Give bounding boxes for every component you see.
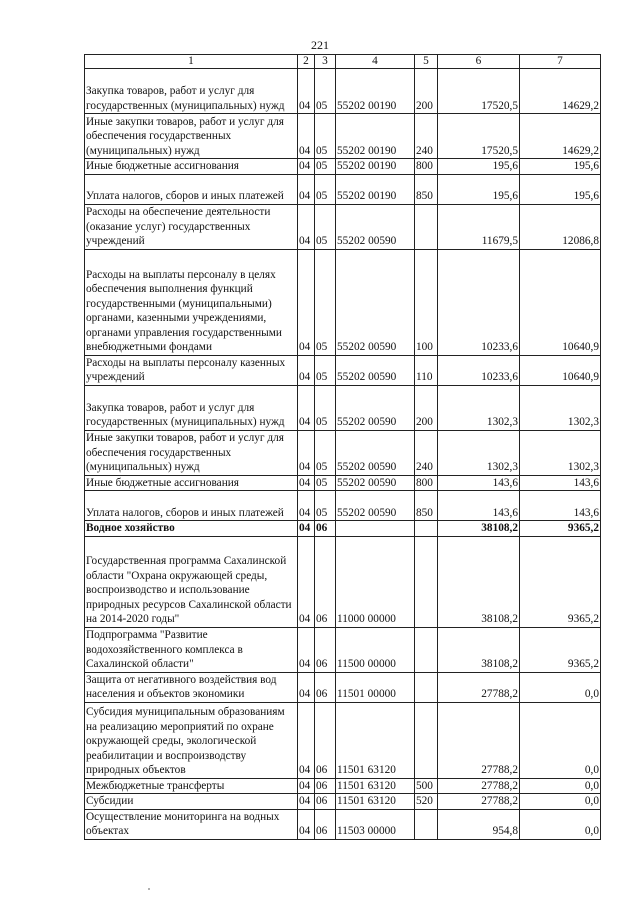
expense-type-code: 110 <box>415 355 438 385</box>
row-name: Подпрограмма "Развитие водохозяйственного комплекса в Сахалинской области" <box>85 627 298 672</box>
amount-year-2: 9365,2 <box>520 521 601 537</box>
amount-year-1: 1302,3 <box>438 385 520 430</box>
target-article-code: 11503 00000 <box>336 809 415 839</box>
subsection-code: 05 <box>315 204 336 249</box>
row-name: Закупка товаров, работ и услуг для государственных (муниципальных) нужд <box>85 385 298 430</box>
row-name: Закупка товаров, работ и услуг для государственных (муниципальных) нужд <box>85 69 298 114</box>
target-article-code: 55202 00190 <box>336 159 415 175</box>
subsection-code: 05 <box>315 159 336 175</box>
target-article-code: 55202 00590 <box>336 430 415 475</box>
amount-year-2: 9365,2 <box>520 627 601 672</box>
amount-year-1: 27788,2 <box>438 794 520 810</box>
expense-type-code <box>415 702 438 778</box>
section-code: 04 <box>298 385 315 430</box>
amount-year-2: 10640,9 <box>520 249 601 355</box>
section-code: 04 <box>298 627 315 672</box>
amount-year-2: 143,6 <box>520 491 601 521</box>
row-name: Защита от негативного воздействия вод населения и объектов экономики <box>85 672 298 702</box>
amount-year-1: 1302,3 <box>438 430 520 475</box>
row-name: Иные бюджетные ассигнования <box>85 159 298 175</box>
row-name: Водное хозяйство <box>85 521 298 537</box>
section-code: 04 <box>298 475 315 491</box>
table-row <box>85 114 601 159</box>
subsection-code: 06 <box>315 794 336 810</box>
table-row <box>85 475 601 491</box>
amount-year-2: 195,6 <box>520 159 601 175</box>
header-col-6: 6 <box>438 55 520 69</box>
amount-year-2: 1302,3 <box>520 430 601 475</box>
header-row <box>85 55 601 69</box>
amount-year-2: 0,0 <box>520 809 601 839</box>
section-code: 04 <box>298 69 315 114</box>
section-code: 04 <box>298 536 315 627</box>
section-code: 04 <box>298 778 315 794</box>
amount-year-1: 195,6 <box>438 159 520 175</box>
row-name: Межбюджетные трансферты <box>85 778 298 794</box>
row-name: Расходы на выплаты персоналу в целях обеспечения выполнения функций государственными (муниципальными) органами, казенными учреждениями, органами управления государственными внебюджетными фондами <box>85 249 298 355</box>
expense-type-code: 100 <box>415 249 438 355</box>
section-code: 04 <box>298 702 315 778</box>
header-col-5: 5 <box>415 55 438 69</box>
section-code: 04 <box>298 174 315 204</box>
subsection-code: 06 <box>315 627 336 672</box>
amount-year-1: 38108,2 <box>438 536 520 627</box>
page-number: 221 <box>311 38 329 52</box>
expense-type-code <box>415 536 438 627</box>
amount-year-2: 0,0 <box>520 794 601 810</box>
table-row <box>85 385 601 430</box>
expense-type-code: 200 <box>415 69 438 114</box>
table-row <box>85 430 601 475</box>
table-row <box>85 794 601 810</box>
expense-type-code: 520 <box>415 794 438 810</box>
header-col-7: 7 <box>520 55 601 69</box>
expense-type-code <box>415 627 438 672</box>
target-article-code: 11501 63120 <box>336 794 415 810</box>
expense-type-code: 850 <box>415 174 438 204</box>
amount-year-2: 9365,2 <box>520 536 601 627</box>
header-col-3: 3 <box>315 55 336 69</box>
subsection-code: 05 <box>315 491 336 521</box>
target-article-code: 11000 00000 <box>336 536 415 627</box>
subsection-code: 06 <box>315 702 336 778</box>
scan-speck <box>148 888 150 890</box>
table-row <box>85 69 601 114</box>
amount-year-1: 10233,6 <box>438 355 520 385</box>
row-name: Субсидии <box>85 794 298 810</box>
target-article-code: 55202 00590 <box>336 204 415 249</box>
row-name: Иные закупки товаров, работ и услуг для обеспечения государственных (муниципальных) нужд <box>85 114 298 159</box>
table-row <box>85 521 601 537</box>
section-code: 04 <box>298 430 315 475</box>
amount-year-1: 195,6 <box>438 174 520 204</box>
header-col-4: 4 <box>336 55 415 69</box>
amount-year-1: 27788,2 <box>438 702 520 778</box>
section-code: 04 <box>298 159 315 175</box>
amount-year-2: 143,6 <box>520 475 601 491</box>
expense-type-code: 240 <box>415 430 438 475</box>
table-row <box>85 174 601 204</box>
subsection-code: 05 <box>315 355 336 385</box>
section-code: 04 <box>298 809 315 839</box>
row-name: Государственная программа Сахалинской области "Охрана окружающей среды, воспроизводство и использование природных ресурсов Сахалинской области на 2014-2020 годы" <box>85 536 298 627</box>
subsection-code: 05 <box>315 475 336 491</box>
amount-year-1: 17520,5 <box>438 69 520 114</box>
amount-year-2: 12086,8 <box>520 204 601 249</box>
expense-type-code <box>415 809 438 839</box>
amount-year-1: 10233,6 <box>438 249 520 355</box>
expense-type-code <box>415 672 438 702</box>
table-row <box>85 204 601 249</box>
target-article-code: 55202 00190 <box>336 114 415 159</box>
amount-year-1: 27788,2 <box>438 778 520 794</box>
section-code: 04 <box>298 794 315 810</box>
target-article-code: 55202 00590 <box>336 491 415 521</box>
amount-year-2: 14629,2 <box>520 69 601 114</box>
table-row <box>85 778 601 794</box>
table-row <box>85 159 601 175</box>
amount-year-2: 0,0 <box>520 672 601 702</box>
expense-type-code: 200 <box>415 385 438 430</box>
expense-type-code: 240 <box>415 114 438 159</box>
subsection-code: 05 <box>315 114 336 159</box>
table-row <box>85 672 601 702</box>
expense-type-code: 500 <box>415 778 438 794</box>
subsection-code: 05 <box>315 174 336 204</box>
subsection-code: 05 <box>315 385 336 430</box>
subsection-code: 06 <box>315 536 336 627</box>
target-article-code: 55202 00590 <box>336 475 415 491</box>
expense-type-code: 850 <box>415 491 438 521</box>
amount-year-2: 195,6 <box>520 174 601 204</box>
budget-table <box>84 54 601 840</box>
amount-year-2: 10640,9 <box>520 355 601 385</box>
subsection-code: 06 <box>315 521 336 537</box>
table-row <box>85 809 601 839</box>
target-article-code <box>336 521 415 537</box>
row-name: Расходы на выплаты персоналу казенных учреждений <box>85 355 298 385</box>
row-name: Иные бюджетные ассигнования <box>85 475 298 491</box>
amount-year-2: 14629,2 <box>520 114 601 159</box>
subsection-code: 05 <box>315 249 336 355</box>
section-code: 04 <box>298 672 315 702</box>
header-col-2: 2 <box>298 55 315 69</box>
target-article-code: 55202 00590 <box>336 385 415 430</box>
row-name: Иные закупки товаров, работ и услуг для обеспечения государственных (муниципальных) нужд <box>85 430 298 475</box>
amount-year-1: 143,6 <box>438 475 520 491</box>
amount-year-2: 0,0 <box>520 702 601 778</box>
table-row <box>85 491 601 521</box>
expense-type-code: 800 <box>415 475 438 491</box>
target-article-code: 11501 00000 <box>336 672 415 702</box>
target-article-code: 55202 00190 <box>336 174 415 204</box>
table-row <box>85 702 601 778</box>
amount-year-2: 0,0 <box>520 778 601 794</box>
amount-year-1: 17520,5 <box>438 114 520 159</box>
subsection-code: 06 <box>315 778 336 794</box>
amount-year-1: 954,8 <box>438 809 520 839</box>
subsection-code: 06 <box>315 809 336 839</box>
row-name: Субсидия муниципальным образованиям на реализацию мероприятий по охране окружающей среды, экологической реабилитации и воспроизводству природных объектов <box>85 702 298 778</box>
section-code: 04 <box>298 114 315 159</box>
amount-year-1: 38108,2 <box>438 627 520 672</box>
target-article-code: 11501 63120 <box>336 778 415 794</box>
expense-type-code <box>415 521 438 537</box>
row-name: Расходы на обеспечение деятельности (оказание услуг) государственных учреждений <box>85 204 298 249</box>
table-row <box>85 355 601 385</box>
expense-type-code: 800 <box>415 159 438 175</box>
target-article-code: 55202 00590 <box>336 355 415 385</box>
target-article-code: 11501 63120 <box>336 702 415 778</box>
target-article-code: 55202 00190 <box>336 69 415 114</box>
target-article-code: 11500 00000 <box>336 627 415 672</box>
amount-year-1: 38108,2 <box>438 521 520 537</box>
subsection-code: 06 <box>315 672 336 702</box>
expense-type-code <box>415 204 438 249</box>
table-row <box>85 627 601 672</box>
row-name: Осуществление мониторинга на водных объектах <box>85 809 298 839</box>
amount-year-1: 11679,5 <box>438 204 520 249</box>
section-code: 04 <box>298 491 315 521</box>
row-name: Уплата налогов, сборов и иных платежей <box>85 174 298 204</box>
section-code: 04 <box>298 249 315 355</box>
section-code: 04 <box>298 204 315 249</box>
table-row <box>85 536 601 627</box>
section-code: 04 <box>298 521 315 537</box>
subsection-code: 05 <box>315 69 336 114</box>
header-col-1: 1 <box>85 55 298 69</box>
amount-year-1: 143,6 <box>438 491 520 521</box>
section-code: 04 <box>298 355 315 385</box>
table-row <box>85 249 601 355</box>
amount-year-2: 1302,3 <box>520 385 601 430</box>
amount-year-1: 27788,2 <box>438 672 520 702</box>
target-article-code: 55202 00590 <box>336 249 415 355</box>
subsection-code: 05 <box>315 430 336 475</box>
row-name: Уплата налогов, сборов и иных платежей <box>85 491 298 521</box>
